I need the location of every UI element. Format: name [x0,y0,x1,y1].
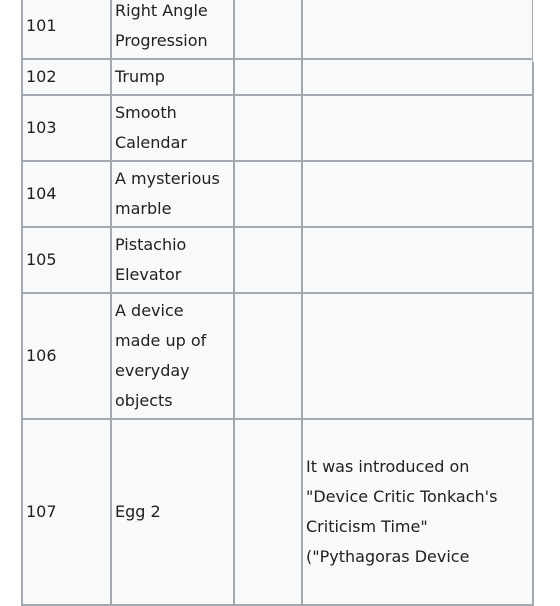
episode-note [302,59,533,95]
episode-title: A device made up of everyday objects [111,293,234,419]
episode-number: 107 [22,419,111,605]
table-row [22,59,533,95]
episode-table-container [21,0,539,606]
episode-extra-cell [234,0,302,59]
episode-table [21,0,534,606]
episode-extra-cell [234,59,302,95]
table-row [22,0,533,59]
table-row [22,95,533,161]
episode-note [302,293,533,419]
episode-number: 103 [22,95,111,161]
table-row [22,293,533,419]
episode-title: A mysterious marble [111,161,234,227]
episode-extra-cell [234,227,302,293]
episode-title: Trump [111,59,234,95]
episode-extra-cell [234,161,302,227]
episode-title: Smooth Calendar [111,95,234,161]
episode-title: Egg 2 [111,419,234,605]
episode-number: 102 [22,59,111,95]
episode-extra-cell [234,419,302,605]
episode-note: It was introduced on "Device Critic Tonkach's Criticism Time" ("Pythagoras Device [302,419,533,605]
table-row [22,161,533,227]
episode-note [302,0,533,59]
table-row [22,419,533,605]
table-row [22,227,533,293]
episode-note [302,95,533,161]
episode-note [302,227,533,293]
episode-number: 106 [22,293,111,419]
episode-extra-cell [234,95,302,161]
episode-note [302,161,533,227]
episode-number: 105 [22,227,111,293]
episode-number: 101 [22,0,111,59]
table-scroll-edge [532,0,541,62]
episode-number: 104 [22,161,111,227]
episode-title: Pistachio Elevator [111,227,234,293]
episode-title: Right Angle Progression [111,0,234,59]
episode-extra-cell [234,293,302,419]
